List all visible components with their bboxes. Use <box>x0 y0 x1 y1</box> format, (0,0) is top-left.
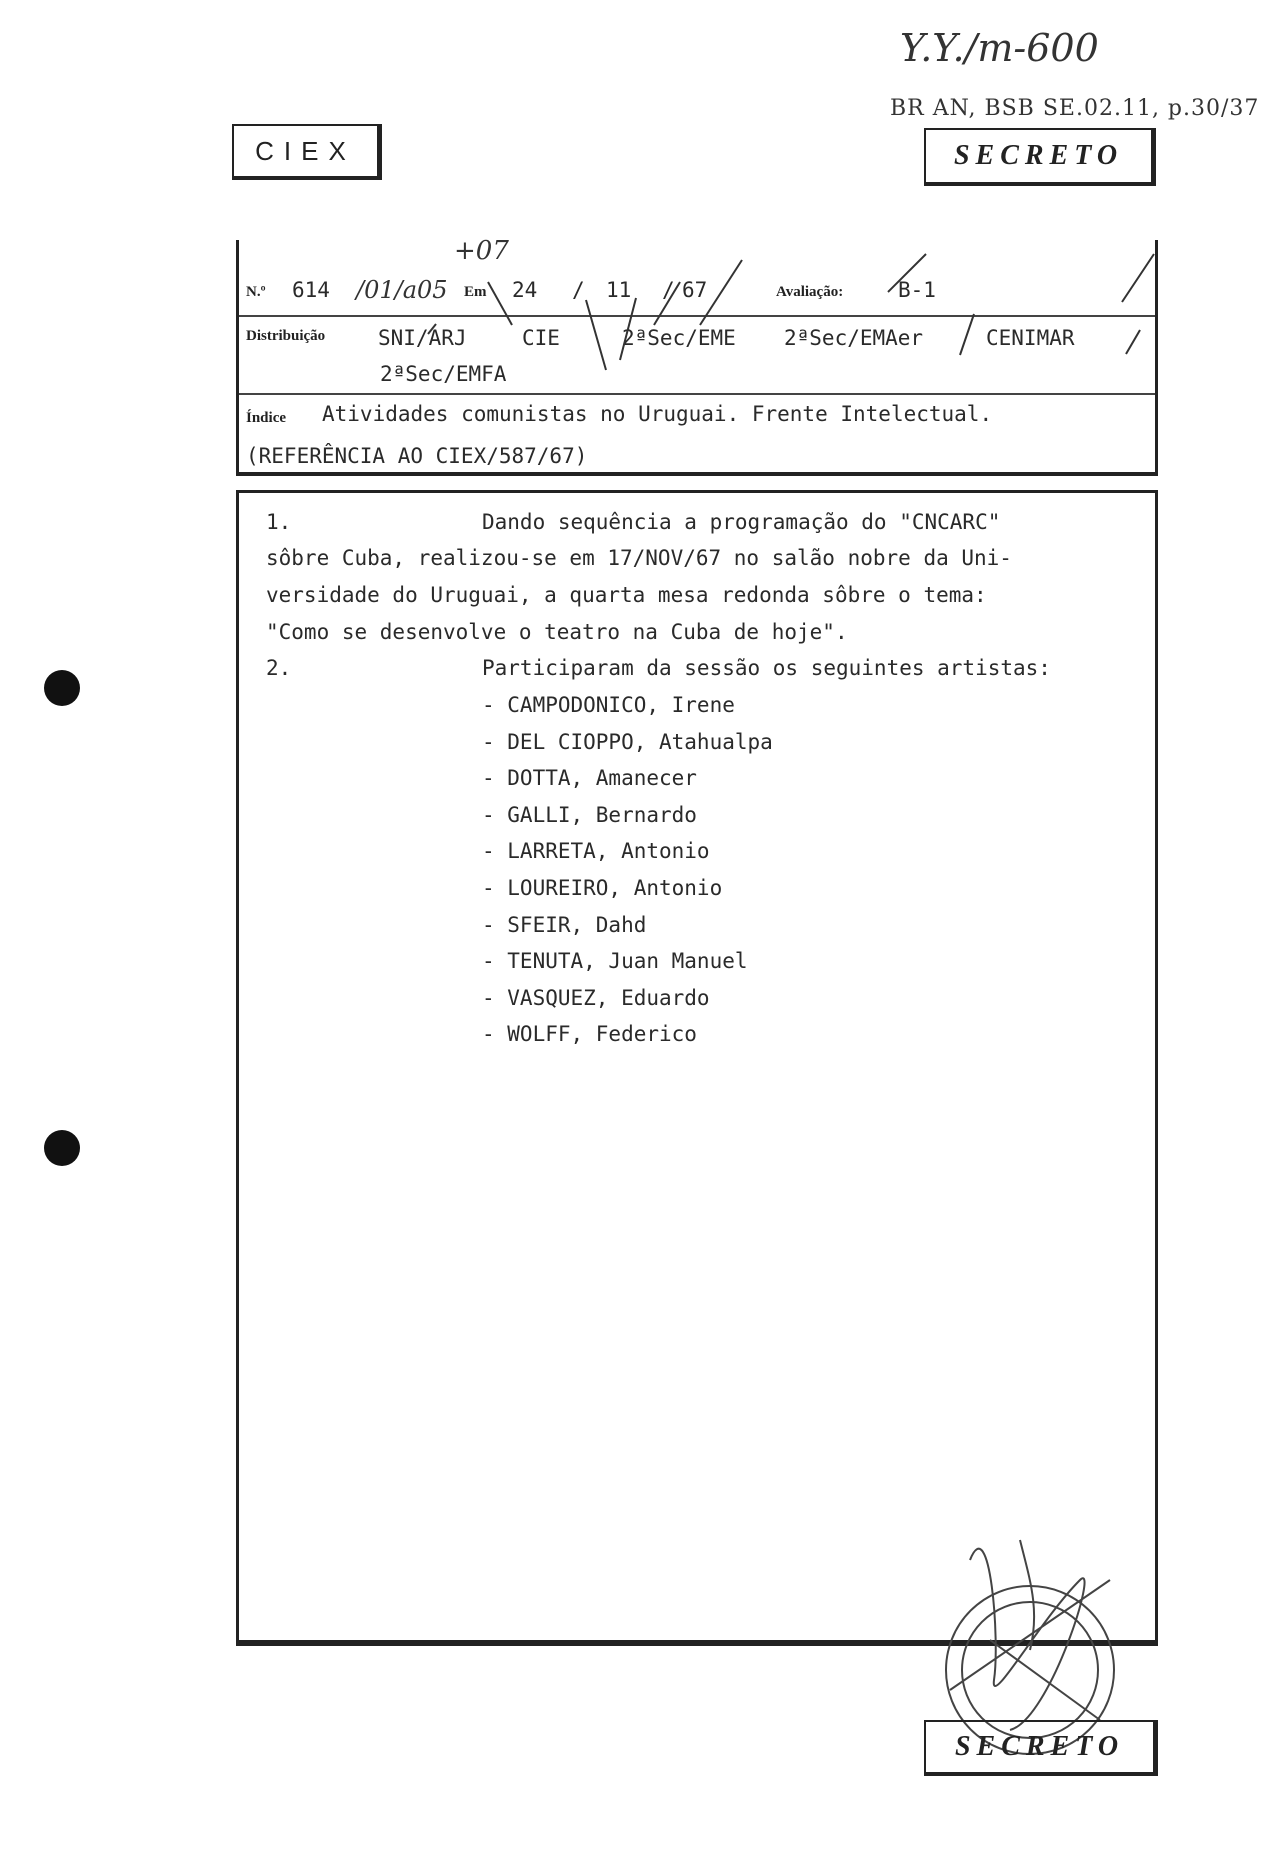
paragraph-1-line: "Como se desenvolve o teatro na Cuba de hoje". <box>266 620 848 644</box>
paragraph-number: 1. <box>266 510 292 534</box>
distribution-item: SNI/ARJ <box>378 326 467 350</box>
check-mark <box>960 314 974 355</box>
artist-list-item: - LOUREIRO, Antonio <box>482 876 723 900</box>
punch-hole <box>44 670 80 706</box>
origin-label-box <box>232 124 382 180</box>
artist-list-item: - TENUTA, Juan Manuel <box>482 949 748 973</box>
evaluation-value: B-1 <box>898 278 936 302</box>
check-mark <box>1126 330 1140 354</box>
check-mark <box>700 260 742 325</box>
classification-stamp-bottom <box>924 1720 1158 1776</box>
origin-label: CIEX <box>255 135 356 166</box>
index-reference: (REFERÊNCIA AO CIEX/587/67) <box>246 444 588 468</box>
paragraph-2-intro: Participaram da sessão os seguintes artistas: <box>482 656 1051 680</box>
index-subject: Atividades comunistas no Uruguai. Frente Intelectual. <box>322 402 993 426</box>
evaluation-label: Avaliação: <box>776 284 844 300</box>
artist-list-item: - VASQUEZ, Eduardo <box>482 986 710 1010</box>
distribution-item: 2ªSec/EMAer <box>784 326 924 350</box>
check-mark <box>888 254 926 292</box>
paragraph-1-line: versidade do Uruguai, a quarta mesa redonda sôbre o tema: <box>266 583 987 607</box>
artist-list-item: - SFEIR, Dahd <box>482 913 647 937</box>
artist-list-item: - DEL CIOPPO, Atahualpa <box>482 730 773 754</box>
classification-stamp-top <box>924 128 1156 186</box>
punch-hole <box>44 1130 80 1166</box>
check-mark <box>586 300 606 370</box>
number-label: N.º <box>246 284 266 300</box>
date-year: 67 <box>682 278 708 302</box>
artist-list-item: - LARRETA, Antonio <box>482 839 710 863</box>
distribution-check-marks <box>236 230 1158 410</box>
index-label: Índice <box>246 410 287 426</box>
paragraph-1-line: Dando sequência a programação do "CNCARC" <box>482 510 1001 534</box>
check-mark <box>488 282 512 325</box>
distribution-item: CENIMAR <box>986 326 1075 350</box>
date-day: 24 <box>512 278 538 302</box>
number-value: 614 <box>292 278 330 302</box>
date-label: Em <box>464 284 487 300</box>
date-separator: / <box>572 278 585 302</box>
classification-label: SECRETO <box>953 140 1124 171</box>
number-handwritten: /01/a05 <box>356 276 448 304</box>
artist-list-item: - DOTTA, Amanecer <box>482 766 697 790</box>
artist-list-item: - WOLFF, Federico <box>482 1022 697 1046</box>
date-month: 11 <box>606 278 632 302</box>
date-separator: / <box>662 278 675 302</box>
check-mark <box>428 324 436 334</box>
check-mark <box>654 282 680 325</box>
artist-list-item: - CAMPODONICO, Irene <box>482 693 735 717</box>
paragraph-number: 2. <box>266 656 292 680</box>
check-mark <box>620 298 636 360</box>
check-mark <box>1122 254 1154 302</box>
distribution-item: 2ªSec/EME <box>622 326 736 350</box>
distribution-item: CIE <box>522 326 560 350</box>
archive-reference: BR AN, BSB SE.02.11, p.30/37 <box>890 96 1260 121</box>
top-handwriting: Y.Y./m-600 <box>900 26 1099 70</box>
artist-list-item: - GALLI, Bernardo <box>482 803 697 827</box>
signature-scribble <box>950 1540 1110 1730</box>
number-addition-handwritten: +07 <box>454 236 509 266</box>
distribution-label: Distribuição <box>246 328 326 344</box>
distribution-item: 2ªSec/EMFA <box>380 362 507 386</box>
paragraph-1-line: sôbre Cuba, realizou-se em 17/NOV/67 no salão nobre da Uni- <box>266 546 1012 570</box>
classification-label: SECRETO <box>954 1731 1125 1762</box>
